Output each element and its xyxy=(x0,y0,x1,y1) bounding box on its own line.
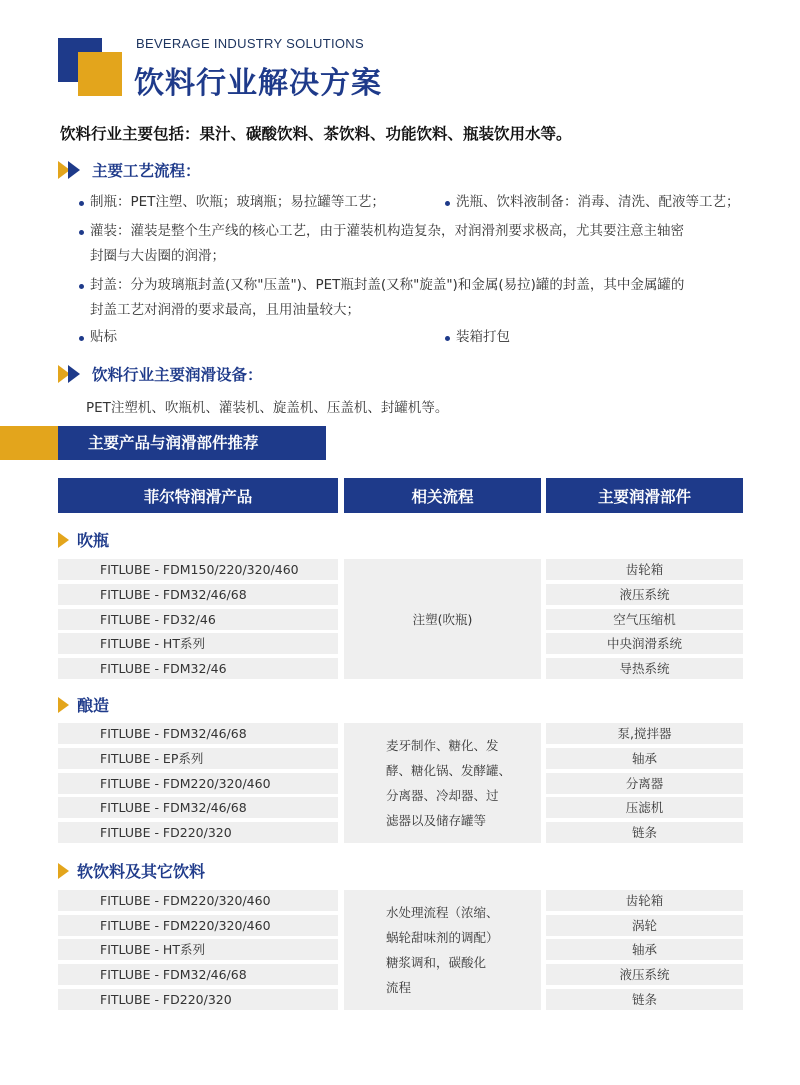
table-cell-product: FITLUBE - FD220/320 xyxy=(58,989,338,1010)
bullet-dot-icon xyxy=(79,336,84,341)
bullet-text-line1: 封盖：分为玻璃瓶封盖(又称"压盖")、PET瓶封盖(又称"旋盖")和金属(易拉)罐的封盖，其中金属罐的 xyxy=(90,277,685,293)
table-header-parts: 主要润滑部件 xyxy=(546,478,743,513)
bullet-dot-icon xyxy=(445,201,450,206)
table-cell-part: 泵,搅拌器 xyxy=(546,723,743,744)
table-header-product: 菲尔特润滑产品 xyxy=(58,478,338,513)
equipment-text: PET注塑机、吹瓶机、灌装机、旋盖机、压盖机、封罐机等。 xyxy=(86,400,449,416)
table-cell-part: 齿轮箱 xyxy=(546,890,743,911)
table-cell-product: FITLUBE - FDM220/320/460 xyxy=(58,890,338,911)
process-text-line: 糖浆调和，碳酸化 xyxy=(386,955,487,970)
process-text-line: 水处理流程（浓缩、 xyxy=(386,905,499,920)
page-title: 饮料行业解决方案 xyxy=(134,66,382,101)
table-cell-part: 导热系统 xyxy=(546,658,743,679)
recommend-banner: 主要产品与润滑部件推荐 xyxy=(58,426,326,460)
bullet-labeling xyxy=(90,325,117,350)
table-cell-product: FITLUBE - FDM32/46 xyxy=(58,658,338,679)
bullet-text-line2: 封圈与大齿圈的润滑； xyxy=(90,248,225,264)
table-cell-part: 中央润滑系统 xyxy=(546,633,743,654)
page-subtitle: BEVERAGE INDUSTRY SOLUTIONS xyxy=(136,36,364,51)
bullet-text: 洗瓶、饮料液制备：消毒、清洗、配液等工艺； xyxy=(456,194,740,210)
process-text-line: 蜗轮甜味剂的调配） xyxy=(386,930,499,945)
table-cell-product: FITLUBE - FDM32/46/68 xyxy=(58,797,338,818)
process-text-line: 滤器以及储存罐等 xyxy=(386,813,487,828)
table-cell-part: 液压系统 xyxy=(546,584,743,605)
group-title-label: 吹瓶 xyxy=(77,531,110,550)
bullet-text: 制瓶：PET注塑、吹瓶；玻璃瓶；易拉罐等工艺； xyxy=(90,194,385,210)
table-cell-product: FITLUBE - HT系列 xyxy=(58,633,338,654)
chevron-right-icon xyxy=(58,697,69,713)
bullet-packing xyxy=(456,325,510,350)
process-text-line: 麦牙制作、糖化、发 xyxy=(386,738,499,753)
process-text-line: 流程 xyxy=(386,980,412,995)
logo-square-gold xyxy=(78,52,122,96)
table-cell-part: 链条 xyxy=(546,822,743,843)
bullet-text-line2: 封盖工艺对润滑的要求最高，且用油量较大； xyxy=(90,302,360,318)
bullet-text-line1: 灌装：灌装是整个生产线的核心工艺，由于灌装机构造复杂，对润滑剂要求极高，尤其要注意主轴密 xyxy=(90,223,684,239)
group-title-blow-molding xyxy=(58,528,109,551)
table-cell-process xyxy=(344,890,541,1010)
table-cell-part: 涡轮 xyxy=(546,915,743,936)
table-cell-process xyxy=(344,723,541,843)
table-cell-product: FITLUBE - FDM32/46/68 xyxy=(58,723,338,744)
bullet-dot-icon xyxy=(79,230,84,235)
bullet-capping xyxy=(90,273,684,323)
table-cell-product: FITLUBE - FD32/46 xyxy=(58,609,338,630)
intro-text: 饮料行业主要包括：果汁、碳酸饮料、茶饮料、功能饮料、瓶装饮用水等。 xyxy=(60,125,572,143)
table-cell-product: FITLUBE - FDM220/320/460 xyxy=(58,915,338,936)
table-cell-part: 轴承 xyxy=(546,748,743,769)
group-title-label: 软饮料及其它饮料 xyxy=(77,862,206,881)
table-cell-process xyxy=(344,559,541,679)
table-cell-part: 分离器 xyxy=(546,773,743,794)
table-cell-part: 压滤机 xyxy=(546,797,743,818)
bullet-dot-icon xyxy=(445,336,450,341)
chevron-right-icon xyxy=(58,863,69,879)
process-heading xyxy=(58,159,201,181)
equipment-heading xyxy=(58,363,263,385)
bullet-filling xyxy=(90,219,684,269)
process-text-line: 分离器、冷却器、过 xyxy=(386,788,499,803)
group-title-soft-drinks xyxy=(58,859,205,882)
bullet-dot-icon xyxy=(79,284,84,289)
bullet-text: 装箱打包 xyxy=(456,329,510,345)
table-cell-part: 空气压缩机 xyxy=(546,609,743,630)
bullet-bottle-making xyxy=(90,190,385,215)
process-text: 注塑(吹瓶) xyxy=(412,612,473,627)
table-cell-part: 链条 xyxy=(546,989,743,1010)
table-cell-part: 轴承 xyxy=(546,939,743,960)
double-chevron-icon xyxy=(58,161,86,179)
table-cell-part: 液压系统 xyxy=(546,964,743,985)
bullet-dot-icon xyxy=(79,201,84,206)
table-cell-product: FITLUBE - FDM150/220/320/460 xyxy=(58,559,338,580)
group-title-brewing xyxy=(58,693,109,716)
table-cell-product: FITLUBE - EP系列 xyxy=(58,748,338,769)
group-title-label: 酿造 xyxy=(77,696,110,715)
process-text-line: 酵、糖化锅、发酵罐、 xyxy=(386,763,512,778)
process-heading-label: 主要工艺流程： xyxy=(92,162,201,180)
bullet-text: 贴标 xyxy=(90,329,117,345)
double-chevron-icon xyxy=(58,365,86,383)
table-cell-product: FITLUBE - FD220/320 xyxy=(58,822,338,843)
table-cell-product: FITLUBE - FDM32/46/68 xyxy=(58,584,338,605)
chevron-right-icon xyxy=(58,532,69,548)
table-cell-product: FITLUBE - FDM32/46/68 xyxy=(58,964,338,985)
table-cell-part: 齿轮箱 xyxy=(546,559,743,580)
table-header-process: 相关流程 xyxy=(344,478,541,513)
table-cell-product: FITLUBE - FDM220/320/460 xyxy=(58,773,338,794)
equipment-heading-label: 饮料行业主要润滑设备： xyxy=(92,366,263,384)
bullet-washing xyxy=(456,190,740,215)
table-cell-product: FITLUBE - HT系列 xyxy=(58,939,338,960)
